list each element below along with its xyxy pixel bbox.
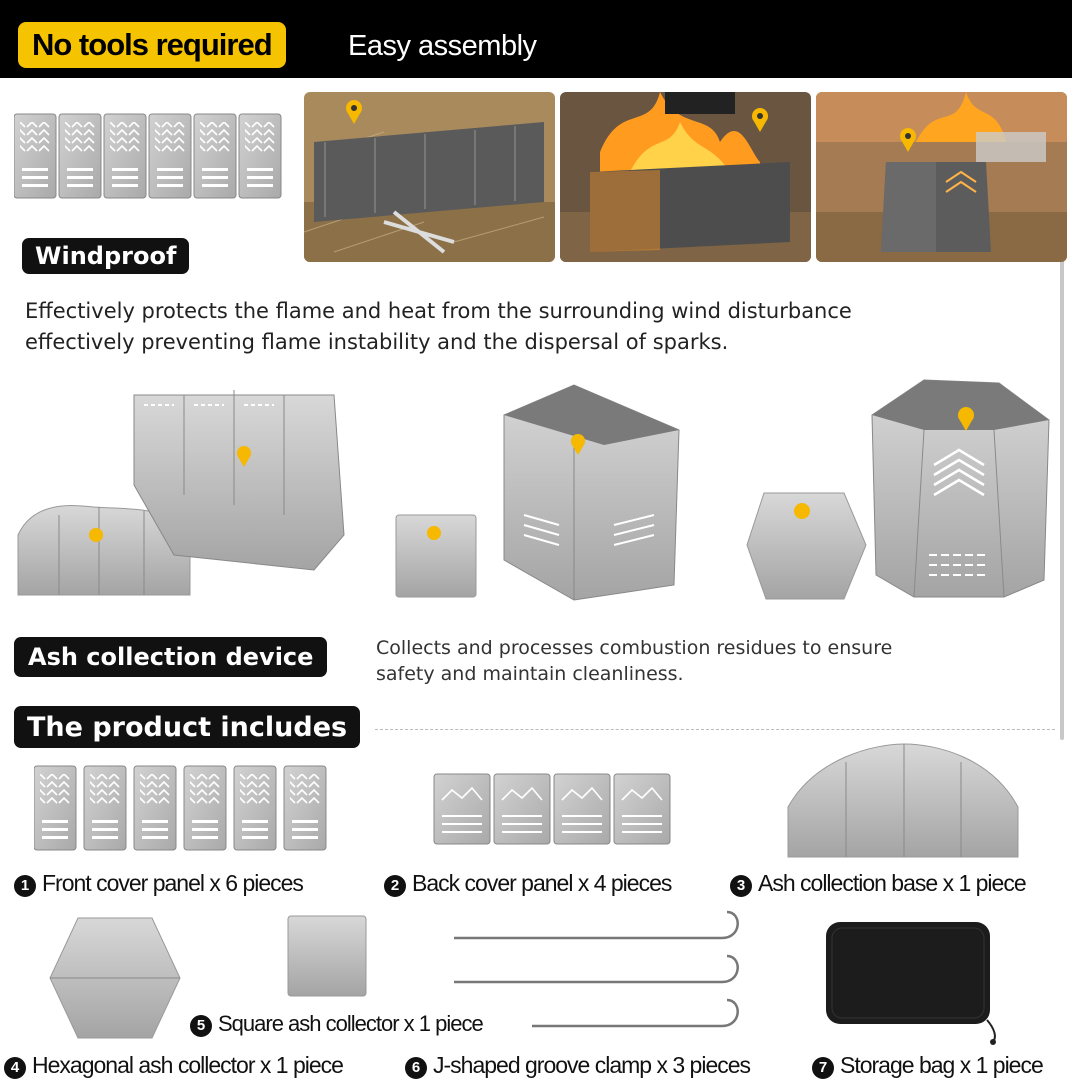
- item-7-caption: 7 Storage bag x 1 piece: [812, 1052, 1043, 1079]
- storage-bag-image: [822, 920, 1012, 1045]
- windproof-line-1: Effectively protects the flame and heat from the surrounding wind disturbance: [25, 299, 852, 323]
- windproof-line-2: effectively preventing flame instability and the dispersal of sparks.: [25, 330, 729, 354]
- ash-line-2: safety and maintain cleanliness.: [376, 663, 684, 685]
- windproof-description: [25, 296, 1025, 358]
- easy-assembly-text: Easy assembly: [348, 30, 537, 62]
- item-4-caption: 4 Hexagonal ash collector x 1 piece: [4, 1052, 343, 1079]
- windproof-label: Windproof: [22, 238, 189, 274]
- item-2-caption: 2 Back cover panel x 4 pieces: [384, 870, 671, 897]
- ash-collection-label: Ash collection device: [14, 637, 327, 677]
- divider: [375, 729, 1055, 730]
- assembly-configurations-image: [14, 375, 1064, 610]
- item-3-caption: 3 Ash collection base x 1 piece: [730, 870, 1026, 897]
- item-1-caption: 1 Front cover panel x 6 pieces: [14, 870, 303, 897]
- numbered-circle-icon: 5: [190, 1015, 212, 1037]
- numbered-circle-icon: 2: [384, 875, 406, 897]
- front-cover-panel-image: [34, 764, 334, 856]
- no-tools-badge: No tools required: [18, 22, 286, 68]
- back-cover-panel-image: [432, 770, 677, 848]
- numbered-circle-icon: 3: [730, 875, 752, 897]
- product-includes-label: The product includes: [14, 706, 360, 748]
- ash-collection-base-image: [786, 742, 1021, 860]
- windscreen-photo: [304, 92, 555, 262]
- numbered-circle-icon: 6: [405, 1057, 427, 1079]
- numbered-circle-icon: 1: [14, 875, 36, 897]
- numbered-circle-icon: 4: [4, 1057, 26, 1079]
- ash-line-1: Collects and processes combustion residues to ensure: [376, 637, 893, 659]
- square-ash-collector-image: [286, 914, 368, 998]
- j-clamp-image: [452, 908, 752, 1036]
- flat-panels-image: [14, 112, 286, 202]
- hexagonal-ash-collector-image: [48, 916, 182, 1040]
- item-5-caption: 5 Square ash collector x 1 piece: [190, 1011, 483, 1037]
- fire-photo: [560, 92, 811, 262]
- stove-photo: [816, 92, 1067, 262]
- numbered-circle-icon: 7: [812, 1057, 834, 1079]
- ash-collection-description: [376, 635, 892, 687]
- item-6-caption: 6 J-shaped groove clamp x 3 pieces: [405, 1052, 750, 1079]
